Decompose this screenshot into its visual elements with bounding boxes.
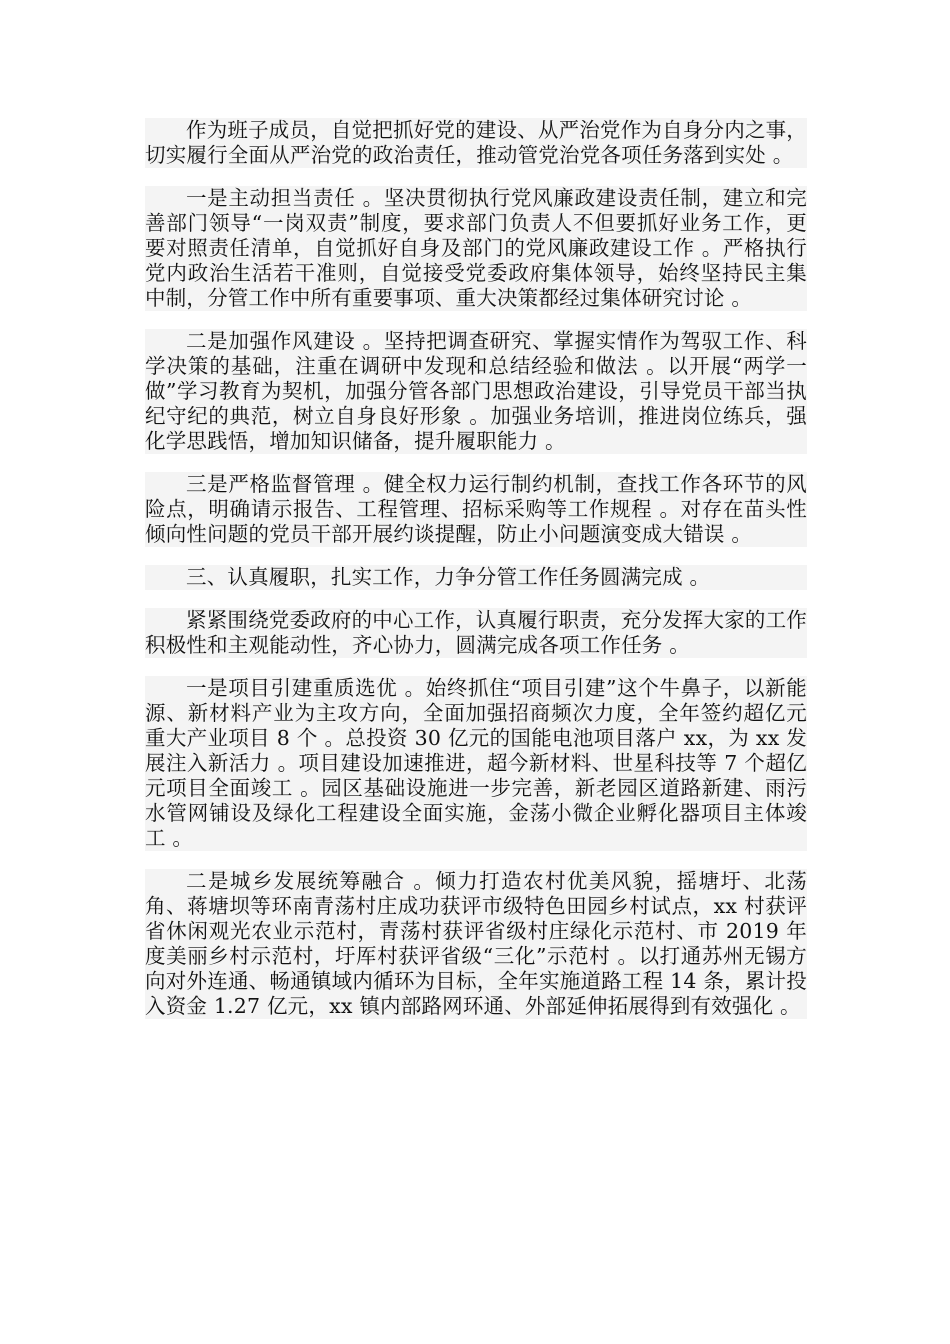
document-body [145,118,807,1037]
section-heading: 三、认真履职，扎实工作，力争分管工作任务圆满完成 。 [145,565,807,590]
supervision-paragraph: 三是严格监督管理 。健全权力运行制约机制，查找工作各环节的风险点，明确请示报告、工程管理、招标采购等工作规程 。对存在苗头性倾向性问题的党员干部开展约谈提醒，防止小问题演变成大错误 。 [145,472,807,546]
work-style-paragraph: 二是加强作风建设 。坚持把调查研究、掌握实情作为驾驭工作、科学决策的基础，注重在调研中发现和总结经验和做法 。以开展“两学一做”学习教育为契机，加强分管各部门思想政治建设，引导党员干部当执纪守纪的典范，树立自身良好形象 。加强业务培训，推进岗位练兵，强化学思践悟，增加知识储备，提升履职能力 。 [145,329,807,453]
project-paragraph: 一是项目引建重质选优 。始终抓住“项目引建”这个牛鼻子，以新能源、新材料产业为主攻方向，全面加强招商频次力度，全年签约超亿元重大产业项目 8 个 。总投资 30 亿元的国能电池项目落户 xx，为 xx 发展注入新活力 。项目建设加速推进，超今新材料、世星科技等 7 个超亿元项目全面竣工 。园区基础设施进一步完善，新老园区道路新建、雨污水管网铺设及绿化工程建设全面实施，金荡小微企业孵化器项目主体竣工 。 [145,676,807,850]
responsibility-paragraph: 一是主动担当责任 。坚决贯彻执行党风廉政建设责任制，建立和完善部门领导“一岗双责”制度，要求部门负责人不但要抓好业务工作，更要对照责任清单，自觉抓好自身及部门的党风廉政建设工作 。严格执行党内政治生活若干准则，自觉接受党委政府集体领导，始终坚持民主集中制，分管工作中所有重要事项、重大决策都经过集体研究讨论 。 [145,186,807,310]
intro-paragraph: 作为班子成员，自觉把抓好党的建设、从严治党作为自身分内之事，切实履行全面从严治党的政治责任，推动管党治党各项任务落到实处 。 [145,118,807,167]
urban-rural-paragraph: 二是城乡发展统筹融合 。倾力打造农村优美风貌，摇塘圩、北荡角、蒋塘坝等环南青荡村庄成功获评市级特色田园乡村试点，xx 村获评省休闲观光农业示范村，青荡村获评省级村庄绿化示范村、市 2019 年度美丽乡村示范村，圩厍村获评省级“三化”示范村 。以打通苏州无锡方向对外连通、畅通镇域内循环为目标，全年实施道路工程 14 条，累计投入资金 1.27 亿元，xx 镇内部路网环通、外部延伸拓展得到有效强化 。 [145,869,807,1018]
section-intro-paragraph: 紧紧围绕党委政府的中心工作，认真履行职责，充分发挥大家的工作积极性和主观能动性，齐心协力，圆满完成各项工作任务 。 [145,608,807,657]
